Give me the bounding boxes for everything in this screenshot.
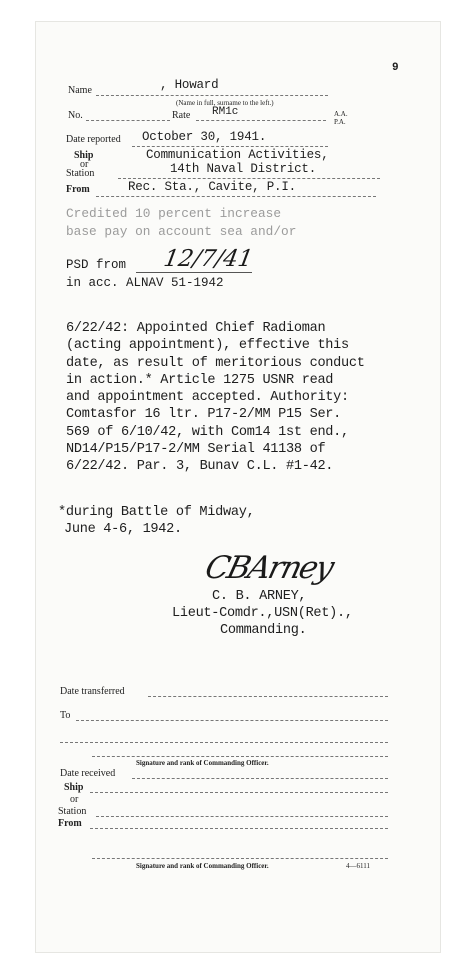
to-label: To [60, 710, 71, 721]
handwritten-signature: CBArney [201, 550, 337, 586]
received-ship-label: Ship [64, 782, 84, 793]
name-line [96, 95, 328, 96]
date-transferred-label: Date transferred [60, 686, 125, 697]
received-signature-caption: Signature and rank of Commanding Officer. [136, 862, 269, 870]
date-received-label: Date received [60, 768, 116, 779]
entry-line: 6/22/42: Appointed Chief Radioman [66, 321, 326, 336]
name-hint: (Name in full, surname to the left.) [176, 99, 274, 107]
to-line-2 [60, 742, 388, 743]
rate-line [196, 120, 326, 121]
or-label: or [80, 159, 89, 170]
transfer-signature-caption: Signature and rank of Commanding Officer. [136, 759, 269, 767]
entry-line: Comtasfor 16 ltr. P17-2/MM P15 Ser. [66, 407, 342, 423]
from-value: Rec. Sta., Cavite, P.I. [128, 180, 296, 194]
to-line [76, 720, 388, 721]
station-line [118, 178, 380, 179]
ship-label: Ship [74, 150, 94, 161]
page-number: 9 [392, 62, 399, 74]
signer-name: C. B. ARNEY, [212, 589, 307, 604]
entry-line: 569 of 6/10/42, with Com14 1st end., [66, 424, 349, 440]
form-number: 4—6111 [346, 862, 370, 870]
rate-label: Rate [172, 110, 191, 121]
date-transferred-line [148, 696, 388, 697]
signer-title: Lieut-Comdr.,USN(Ret)., [172, 606, 353, 621]
entry-line: ND14/P15/P17-2/MM Serial 41138 of [66, 442, 326, 458]
received-station-line [96, 816, 388, 817]
signer-role: Commanding. [220, 623, 307, 638]
entry-line: 6/22/42. Par. 3, Bunav C.L. #1-42. [66, 459, 334, 475]
rate-value: RM1c [212, 106, 239, 118]
name-label: Name [68, 85, 92, 96]
received-from-line [90, 828, 388, 829]
date-received-line [132, 778, 388, 779]
pa-label: P.A. [334, 118, 346, 126]
received-from-label: From [58, 818, 82, 829]
received-or-label: or [70, 794, 79, 805]
received-ship-line [90, 792, 388, 793]
name-value: , Howard [160, 78, 219, 92]
entry-line: date, as result of meritorious conduct [66, 355, 365, 371]
psd-handwritten-date: 12/7/41 [161, 246, 255, 272]
entry-line: in action.* Article 1275 USNR read [66, 372, 334, 388]
no-line [86, 120, 170, 121]
appointment-entry [66, 320, 365, 476]
aa-label: A.A. [334, 110, 348, 118]
credit-stamp-line2: base pay on account sea and/or [66, 224, 297, 239]
from-label: From [66, 184, 90, 195]
from-line [96, 196, 376, 197]
credit-stamp-line1: Credited 10 percent increase [66, 206, 282, 221]
footnote-line1: *during Battle of Midway, [58, 505, 255, 520]
entry-line: (acting appointment), effective this [66, 338, 349, 354]
received-signature-line [92, 858, 388, 859]
footnote-line2: June 4-6, 1942. [64, 522, 182, 537]
station-label: Station [66, 168, 95, 179]
psd-reference: in acc. ALNAV 51-1942 [66, 276, 224, 290]
received-station-label: Station [58, 806, 87, 817]
date-reported-line [132, 146, 328, 147]
station-value-line1: Communication Activities, [146, 148, 329, 162]
entry-line: and appointment accepted. Authority: [66, 390, 349, 406]
date-reported-value: October 30, 1941. [142, 130, 267, 144]
no-label: No. [68, 110, 83, 121]
psd-label: PSD from [66, 258, 127, 272]
date-reported-label: Date reported [66, 134, 121, 145]
psd-line [136, 272, 252, 273]
station-value-line2: 14th Naval District. [170, 162, 317, 176]
transfer-signature-line [92, 756, 388, 757]
